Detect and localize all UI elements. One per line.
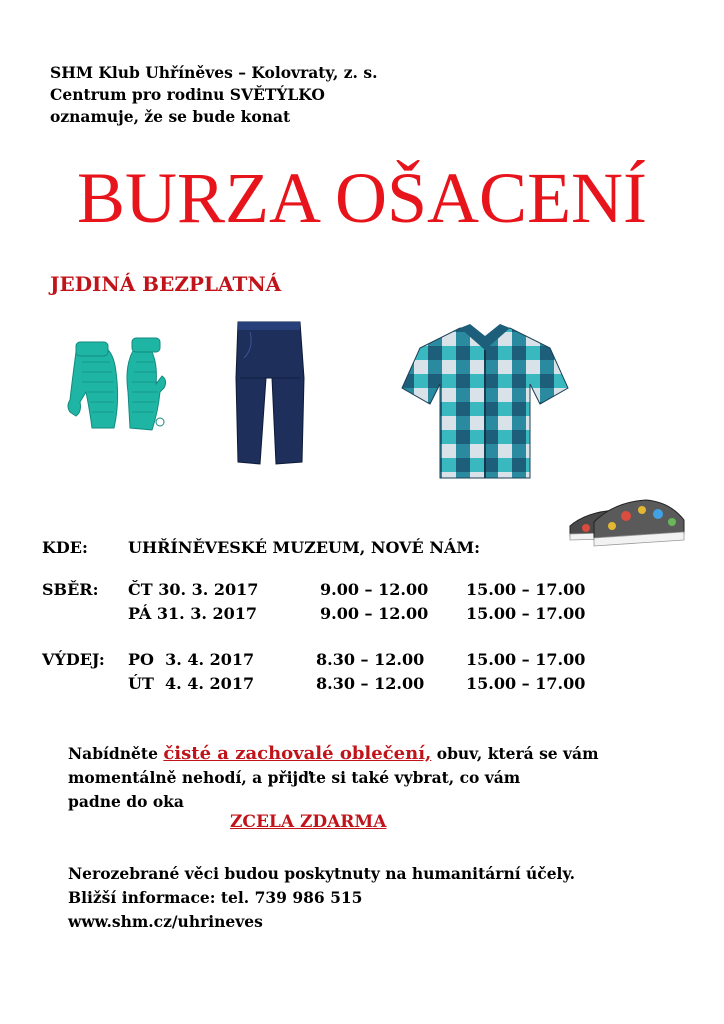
footer-phone: Bližší informace: tel. 739 986 515 <box>68 888 363 907</box>
offer-suffix: obuv, která se vám <box>431 744 599 763</box>
schedule-day: PO 3. 4. 2017 <box>128 650 255 669</box>
offer-line-3: padne do oka <box>68 792 184 811</box>
schedule-morning: 8.30 – 12.00 <box>316 650 425 669</box>
schedule-afternoon: 15.00 – 17.00 <box>466 604 586 623</box>
organizer-name: SHM Klub Uhříněves – Kolovraty, z. s. <box>50 63 378 82</box>
schedule-morning: 8.30 – 12.00 <box>316 674 425 693</box>
schedule-afternoon: 15.00 – 17.00 <box>466 674 586 693</box>
schedule-morning: 9.00 – 12.00 <box>320 580 429 599</box>
schedule-day: ČT 30. 3. 2017 <box>128 580 259 599</box>
trousers-image <box>230 318 310 468</box>
announcement-line: oznamuje, že se bude konat <box>50 107 291 126</box>
schedule-afternoon: 15.00 – 17.00 <box>466 580 586 599</box>
footer-humanitarian: Nerozebrané věci budou poskytnuty na humanitární účely. <box>68 864 576 883</box>
location-label: KDE: <box>42 538 88 557</box>
schedule-label-collection: SBĚR: <box>42 580 99 599</box>
offer-prefix: Nabídněte <box>68 744 164 763</box>
page-title: BURZA OŠACENÍ <box>76 158 648 238</box>
footer-website: www.shm.cz/uhrineves <box>68 912 263 931</box>
offer-highlight: čisté a zachovalé oblečení, <box>163 743 432 764</box>
page-subtitle: JEDINÁ BEZPLATNÁ <box>50 272 282 296</box>
schedule-day: ÚT 4. 4. 2017 <box>128 674 255 693</box>
offer-line-1 <box>68 742 599 766</box>
organizer-center: Centrum pro rodinu SVĚTÝLKO <box>50 85 325 104</box>
schedule-label-pickup: VÝDEJ: <box>42 650 105 669</box>
shirt-image <box>400 318 570 488</box>
offer-line-2: momentálně nehodí, a přijďte si také vybrat, co vám <box>68 768 521 787</box>
location-value: UHŘÍNĚVESKÉ MUZEUM, NOVÉ NÁM: <box>128 538 480 557</box>
free-of-charge: ZCELA ZDARMA <box>230 812 387 832</box>
schedule-day: PÁ 31. 3. 2017 <box>128 604 258 623</box>
schedule-morning: 9.00 – 12.00 <box>320 604 429 623</box>
mittens-image <box>62 332 172 442</box>
sneakers-image <box>566 492 690 558</box>
schedule-afternoon: 15.00 – 17.00 <box>466 650 586 669</box>
